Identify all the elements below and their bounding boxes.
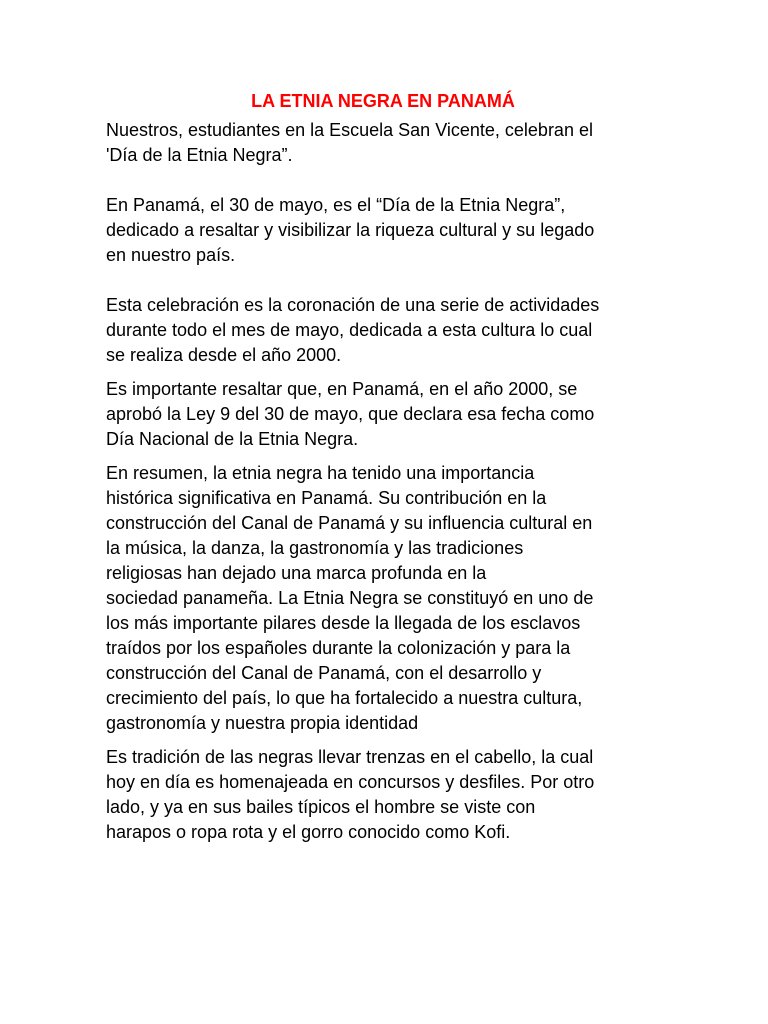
paragraph-tradition: Es tradición de las negras llevar trenzas en el cabello, la cual hoy en día es homenajeada en concursos y desfiles. Por otro lado, y ya en sus bailes típicos el hombre se viste con harapos o ropa rota y el gorro conocido como Kofi. xyxy=(106,747,595,842)
document-title: LA ETNIA NEGRA EN PANAMÁ xyxy=(251,91,515,111)
paragraph-law: Es importante resaltar que, en Panamá, en el año 2000, se aprobó la Ley 9 del 30 de mayo, que declara esa fecha como Día Nacional de la Etnia Negra. xyxy=(106,379,595,449)
paragraph-celebration: Esta celebración es la coronación de una serie de actividades durante todo el mes de mayo, dedicada a esta cultura lo cual se realiza desde el año 2000. xyxy=(106,295,600,365)
paragraph-summary: En resumen, la etnia negra ha tenido una importancia histórica significativa en Panamá. Su contribución en la construcción del Canal de Panamá y su influencia cultural en la música, la danza, la gastronomía y las tradiciones religiosas han dejado una marca profunda en la sociedad panameña. La Etnia Negra se constituyó en uno de los más importante pilares desde la llegada de los esclavos traídos por los españoles durante la colonización y para la construcción del Canal de Panamá, con el desarrollo y crecimiento del país, lo que ha fortalecido a nuestra cultura, gastronomía y nuestra propia identidad xyxy=(106,463,594,733)
paragraph-date: En Panamá, el 30 de mayo, es el “Día de la Etnia Negra”, dedicado a resaltar y visibilizar la riqueza cultural y su legado en nuestro país. xyxy=(106,195,595,265)
document-page xyxy=(106,88,666,845)
paragraph-intro: Nuestros, estudiantes en la Escuela San Vicente, celebran el 'Día de la Etnia Negra”. xyxy=(106,120,593,165)
